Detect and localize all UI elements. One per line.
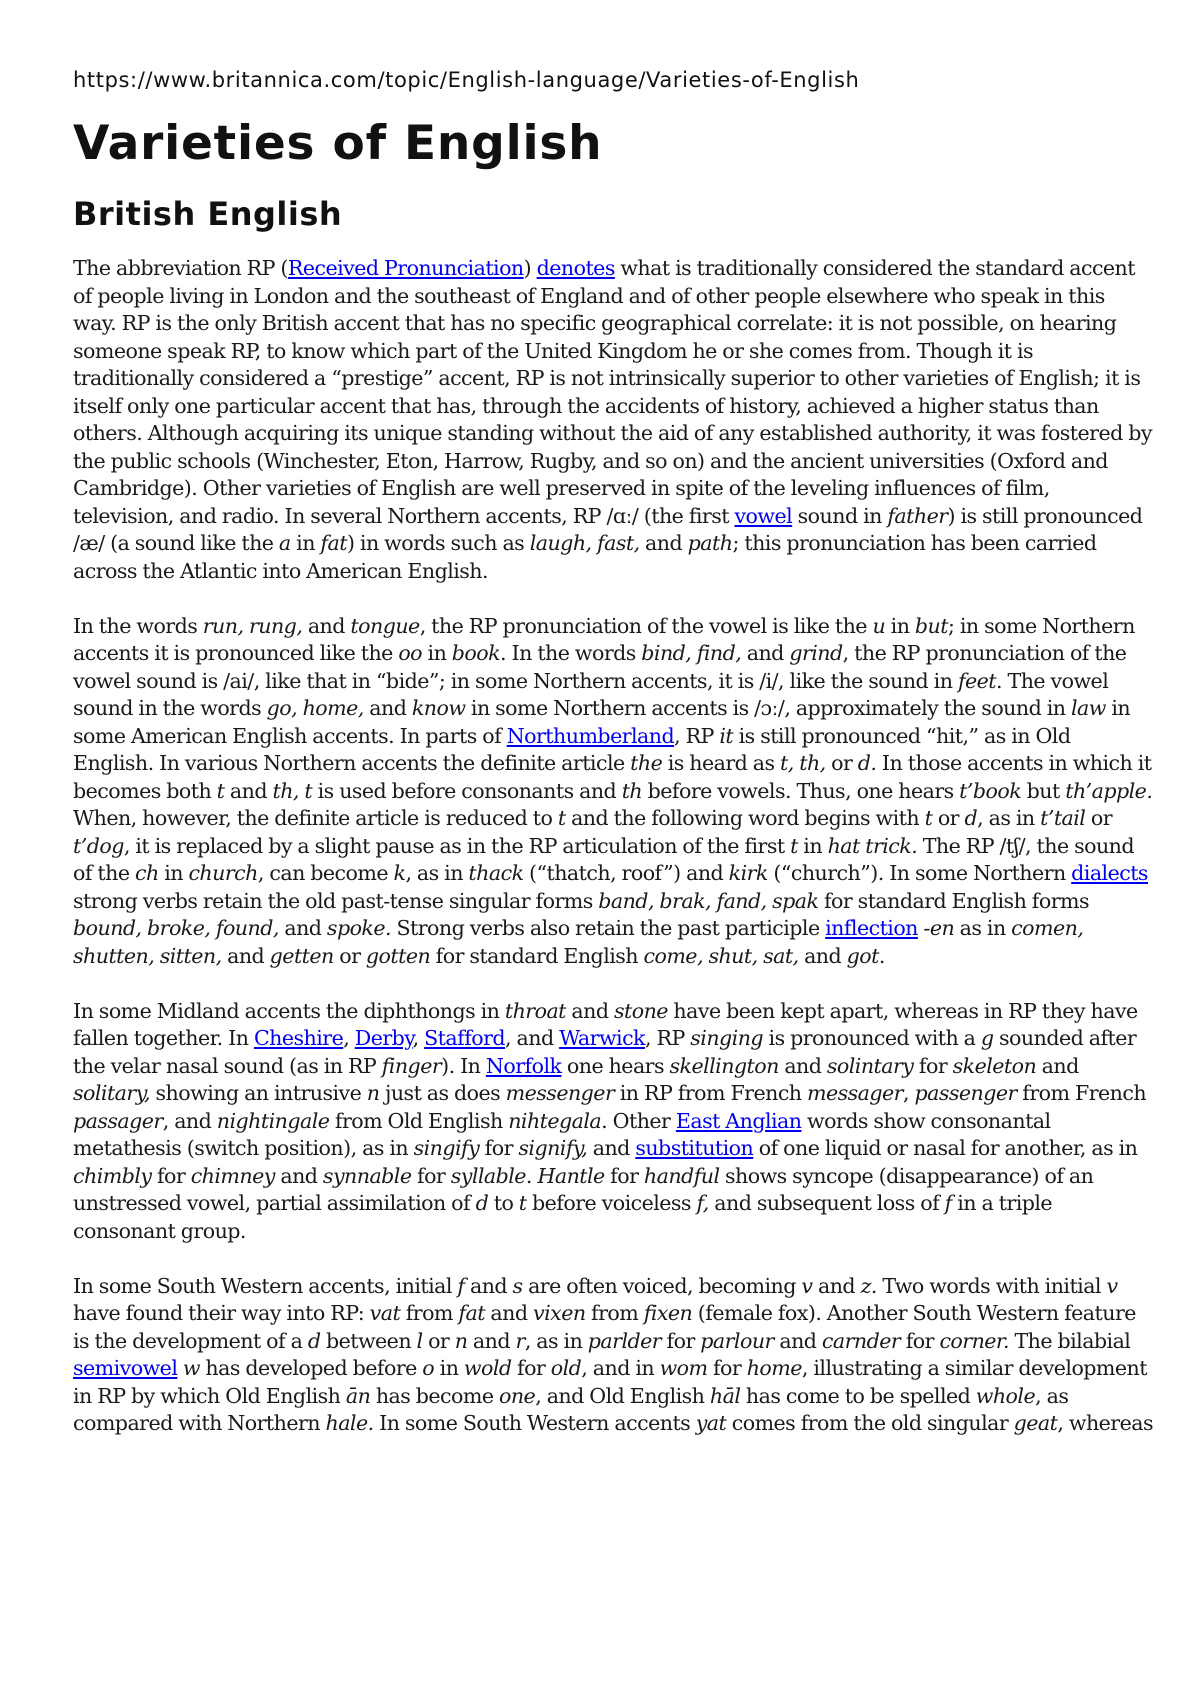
italic-term: signify, xyxy=(518,1136,588,1160)
text-run: are often voiced, becoming xyxy=(522,1273,802,1298)
text-run: or xyxy=(825,751,858,775)
inline-link[interactable]: Cheshire xyxy=(253,1026,344,1050)
text-run: strong verbs retain the old past-tense singular forms xyxy=(73,888,599,913)
italic-term: whole xyxy=(975,1383,1036,1408)
text-run: and xyxy=(363,696,412,720)
italic-term: yat xyxy=(695,1411,727,1435)
text-run: , as compared with Northern xyxy=(73,1383,1069,1435)
text-run: and xyxy=(484,1301,534,1325)
text-run: ) xyxy=(523,256,537,280)
text-run: or xyxy=(333,943,366,968)
italic-term: th, t xyxy=(272,778,313,803)
italic-term: th’apple. xyxy=(1065,778,1153,803)
text-run: ) is still pronounced /æ/ (a sound like the xyxy=(73,503,1143,555)
text-run: for xyxy=(707,1356,747,1380)
text-run: in xyxy=(290,531,321,555)
italic-term: tongue xyxy=(350,613,420,638)
paragraph xyxy=(73,1273,1153,1438)
text-run: When, however, the definite article is reduced to xyxy=(73,806,558,830)
text-run: one hears xyxy=(561,1053,670,1078)
italic-term: a xyxy=(278,531,291,555)
text-run: and xyxy=(221,943,270,968)
text-run: . In the words xyxy=(500,641,642,665)
italic-term: messenger xyxy=(505,1081,615,1105)
italic-term: singify xyxy=(413,1136,480,1160)
text-run: as in xyxy=(954,916,1012,940)
inline-link[interactable]: denotes xyxy=(536,256,615,280)
text-run: , the RP pronunciation of the vowel is like the xyxy=(419,613,873,638)
text-run: In some South Western accents, initial xyxy=(73,1273,458,1298)
italic-term: singing xyxy=(690,1026,764,1050)
italic-term: f xyxy=(944,1191,952,1215)
text-run: . Other xyxy=(601,1108,676,1133)
italic-term: comen, shutten, sitten, xyxy=(73,916,1084,968)
italic-term: bound, broke, found, xyxy=(73,916,279,940)
text-run: The RP /tʃ/, the sound of the xyxy=(73,833,1135,885)
inline-link[interactable]: Received Pronunciation xyxy=(287,256,524,280)
text-run: ; this pronunciation has been carried across the Atlantic into American English. xyxy=(73,531,1097,583)
italic-term: ch xyxy=(135,861,159,885)
text-run: for xyxy=(411,1163,451,1188)
text-run: (female fox). Another South Western feature is the development of a xyxy=(73,1301,1136,1353)
text-run: and xyxy=(587,1136,636,1160)
italic-term: book xyxy=(451,641,501,665)
italic-term: l xyxy=(416,1328,423,1353)
italic-term: home xyxy=(746,1356,802,1380)
italic-term: finger xyxy=(381,1053,442,1078)
italic-term: nightingale xyxy=(216,1108,330,1133)
text-run: In some South Western accents xyxy=(373,1411,696,1435)
text-run: in xyxy=(158,861,189,885)
italic-term: got xyxy=(846,943,879,968)
italic-term: t xyxy=(557,806,566,830)
inline-link[interactable]: dialects xyxy=(1071,861,1148,885)
italic-term: v xyxy=(1106,1273,1118,1298)
text-run: or xyxy=(1085,806,1112,830)
text-run: for xyxy=(900,1328,940,1353)
italic-term: path xyxy=(687,531,733,555)
text-run: , the RP pronunciation of the vowel sound is /ai/, like that in “bide”; in some Northern accents, it is /i/, like the sound in xyxy=(73,641,1127,693)
article-body xyxy=(73,255,1153,1438)
text-run: for xyxy=(511,1356,551,1380)
text-run: and xyxy=(302,613,351,638)
text-run: (“church”). In some Northern xyxy=(767,861,1072,885)
text-run: sound in xyxy=(792,503,888,528)
italic-term: d xyxy=(964,806,978,830)
italic-term: -en xyxy=(923,916,955,940)
text-run: , RP xyxy=(645,1026,691,1050)
text-run: and xyxy=(464,1273,513,1298)
italic-term: Hantle xyxy=(537,1163,605,1188)
inline-link[interactable]: inflection xyxy=(825,916,918,940)
inline-link[interactable]: Northumberland xyxy=(506,723,675,748)
text-run: ) in words such as xyxy=(346,531,530,555)
italic-term: hale. xyxy=(325,1411,374,1435)
text-run: shows syncope (disappearance) of an unstressed vowel, partial assimilation of xyxy=(73,1163,1094,1215)
text-run: ; in some Northern accents it is pronounced like the xyxy=(73,613,1135,665)
text-run: , xyxy=(343,1026,355,1050)
text-run: have been kept apart, whereas in RP they have fallen together. In xyxy=(73,998,1138,1050)
italic-term: skellington xyxy=(669,1053,779,1078)
italic-term: band, brak, fand, spak xyxy=(598,888,819,913)
text-run: and xyxy=(274,1163,323,1188)
italic-term: o xyxy=(422,1356,435,1380)
italic-term: w xyxy=(182,1356,200,1380)
text-run: , it is replaced by a slight pause as in the RP articulation of the first xyxy=(123,833,791,858)
paragraph xyxy=(73,613,1153,971)
italic-term: t’dog xyxy=(73,833,124,858)
text-run: , and xyxy=(505,1026,560,1050)
text-run: in xyxy=(422,641,452,665)
italic-term: parlour xyxy=(700,1328,774,1353)
italic-term: ān xyxy=(345,1383,371,1408)
text-run: in some Northern accents is /ɔː/, approximately the sound in xyxy=(465,696,1071,720)
italic-term: kirk xyxy=(728,861,768,885)
italic-term: handful xyxy=(643,1163,720,1188)
italic-term: feet xyxy=(957,668,997,693)
text-run: comes from the old singular xyxy=(726,1411,1014,1435)
text-run: has developed before xyxy=(199,1356,423,1380)
italic-term: t xyxy=(518,1191,527,1215)
text-run: for xyxy=(479,1136,519,1160)
text-run: what is traditionally considered the standard accent of people living in London and the southeast of England and of other people elsewhere who speak in this way. RP is the only British accent that has no specific geographical correlate: it is not possible, on hearing someone speak RP, to know which part of the United Kingdom he or she comes from. Though it is traditionally considered a “prestige” accent, RP is not intrinsically superior to other varieties of English; it is itself only one particular accent that has, through the accidents of history, achieved a higher status than others. Although acquiring its unique standing without the aid of any established authority, it was fostered by the public schools (Winchester, Eton, Harrow, Rugby, and so on) and the ancient universities (Oxford and Cambridge). Other varieties of English are well preserved in spite of the leveling influences of film, television, and radio. In several Northern accents, RP /ɑː/ (the first xyxy=(73,256,1152,528)
inline-link[interactable]: Norfolk xyxy=(485,1053,562,1078)
text-run: , and in xyxy=(581,1356,660,1380)
text-run: and xyxy=(639,531,688,555)
italic-term: t’book xyxy=(959,778,1022,803)
italic-term: d. xyxy=(857,751,877,775)
italic-term: come, shut, sat, xyxy=(643,943,799,968)
italic-term: passager xyxy=(73,1108,163,1133)
italic-term: t xyxy=(790,833,798,858)
text-run: sounded after the velar nasal sound (as in RP xyxy=(73,1026,1137,1078)
text-run: is pronounced with a xyxy=(763,1026,981,1050)
text-run: before voiceless xyxy=(526,1191,697,1215)
italic-term: n xyxy=(366,1081,380,1105)
text-run: for standard English xyxy=(430,943,644,968)
text-run: in a triple consonant group. xyxy=(73,1191,1053,1243)
italic-term: s xyxy=(512,1273,523,1298)
italic-term: r xyxy=(515,1328,525,1353)
text-run: for xyxy=(661,1328,701,1353)
text-run: and xyxy=(778,1053,827,1078)
italic-term: old xyxy=(550,1356,582,1380)
italic-term: skeleton xyxy=(952,1053,1037,1078)
text-run: for xyxy=(913,1053,953,1078)
text-run: and the following word begins with xyxy=(565,806,925,830)
inline-link[interactable]: East Anglian xyxy=(675,1108,802,1133)
italic-term: passenger xyxy=(914,1081,1017,1105)
text-run: and xyxy=(812,1273,861,1298)
text-run: In those accents in which it becomes both xyxy=(73,751,1152,803)
italic-term: u xyxy=(872,613,886,638)
italic-term: stone xyxy=(613,998,668,1023)
italic-term: t, th, xyxy=(780,751,826,775)
text-run: , xyxy=(902,1081,915,1105)
italic-term: laugh, fast, xyxy=(529,531,640,555)
italic-term: vixen xyxy=(533,1301,586,1325)
inline-link[interactable]: semivowel xyxy=(73,1356,178,1380)
text-run: and xyxy=(565,998,614,1023)
italic-term: thack xyxy=(468,861,524,885)
italic-term: f xyxy=(457,1273,465,1298)
text-run: is still pronounced “hit,” as in Old English. In various Northern accents the definite article xyxy=(73,723,1071,775)
italic-term: go, home, xyxy=(266,696,364,720)
text-run: , as in xyxy=(977,806,1041,830)
text-run: ). In xyxy=(441,1053,486,1078)
italic-term: law xyxy=(1070,696,1106,720)
italic-term: parlder xyxy=(587,1328,662,1353)
text-run: in some American English accents. In parts of xyxy=(73,696,1131,748)
italic-term: hat trick. xyxy=(827,833,918,858)
text-run: , and xyxy=(162,1108,217,1133)
text-run: and xyxy=(798,943,847,968)
text-run: In the words xyxy=(73,613,203,638)
italic-term: solintary xyxy=(826,1053,914,1078)
italic-term: geat xyxy=(1013,1411,1058,1435)
text-run: and xyxy=(741,641,790,665)
italic-term: f, xyxy=(696,1191,709,1215)
text-run: for xyxy=(151,1163,191,1188)
text-run: showing an intrusive xyxy=(150,1081,367,1105)
text-run: is used before consonants and xyxy=(312,778,622,803)
text-run: Strong verbs also retain the past participle xyxy=(390,916,826,940)
italic-term: it xyxy=(719,723,734,748)
italic-term: t’tail xyxy=(1040,806,1086,830)
text-run: , xyxy=(412,1026,425,1050)
text-run: before vowels. Thus, one hears xyxy=(642,778,960,803)
text-run: from French xyxy=(1016,1081,1147,1105)
italic-term: fat xyxy=(320,531,347,555)
italic-term: gotten xyxy=(365,943,431,968)
page-title: Varieties of English xyxy=(73,116,603,171)
italic-term: solitary, xyxy=(73,1081,151,1105)
italic-term: wold xyxy=(463,1356,512,1380)
text-run: has come to be spelled xyxy=(740,1383,976,1408)
text-run: and subsequent loss of xyxy=(708,1191,945,1215)
italic-term: nihtegala xyxy=(508,1108,602,1133)
inline-link[interactable]: Derby xyxy=(354,1026,413,1050)
italic-term: d xyxy=(307,1328,321,1353)
text-run: but xyxy=(1021,778,1066,803)
text-run: from xyxy=(585,1301,644,1325)
text-run: of one liquid or nasal for another, as in xyxy=(753,1136,1138,1160)
text-run: . xyxy=(878,943,885,968)
text-run: in xyxy=(885,613,915,638)
italic-term: but xyxy=(914,613,948,638)
italic-term: spoke. xyxy=(326,916,391,940)
text-run: just as does xyxy=(379,1081,506,1105)
text-run: and xyxy=(1036,1053,1079,1078)
italic-term: the xyxy=(630,751,663,775)
text-run: , as in xyxy=(405,861,469,885)
italic-term: grind xyxy=(789,641,843,665)
italic-term: hāl xyxy=(709,1383,741,1408)
text-run: or xyxy=(422,1328,455,1353)
italic-term: one xyxy=(499,1383,536,1408)
italic-term: n xyxy=(454,1328,468,1353)
text-run: The bilabial xyxy=(1008,1328,1131,1353)
italic-term: z. xyxy=(860,1273,877,1298)
inline-link[interactable]: Warwick xyxy=(559,1026,645,1050)
italic-term: fixen xyxy=(643,1301,693,1325)
text-run: The abbreviation RP ( xyxy=(73,256,288,280)
italic-term: th xyxy=(621,778,643,803)
italic-term: father xyxy=(887,503,948,528)
page-url: https://www.britannica.com/topic/English-language/Varieties-of-English xyxy=(73,68,860,92)
inline-link[interactable]: substitution xyxy=(635,1136,754,1160)
text-run: from xyxy=(400,1301,459,1325)
italic-term: chimbly xyxy=(73,1163,152,1188)
text-run: , whereas xyxy=(1057,1411,1153,1435)
italic-term: getten xyxy=(269,943,334,968)
text-run: , as in xyxy=(524,1328,588,1353)
text-run: or xyxy=(932,806,965,830)
italic-term: t xyxy=(216,778,225,803)
text-run: for xyxy=(604,1163,644,1188)
inline-link[interactable]: Stafford xyxy=(424,1026,506,1050)
italic-term: v xyxy=(801,1273,813,1298)
text-run: has become xyxy=(370,1383,499,1408)
text-run: . The vowel sound in the words xyxy=(73,668,1109,720)
text-run: words show consonantal metathesis (switch position), as in xyxy=(73,1108,1051,1160)
text-run: and xyxy=(224,778,273,803)
text-run: , RP xyxy=(674,723,720,748)
italic-term: vat xyxy=(369,1301,401,1325)
text-run: between xyxy=(320,1328,417,1353)
italic-term: g xyxy=(980,1026,994,1050)
italic-term: run, rung, xyxy=(202,613,303,638)
italic-term: carnder xyxy=(821,1328,901,1353)
italic-term: t xyxy=(924,806,933,830)
text-run: for standard English forms xyxy=(818,888,1089,913)
italic-term: know xyxy=(411,696,466,720)
text-run: and xyxy=(467,1328,516,1353)
text-run: In some Midland accents the diphthongs in xyxy=(73,998,505,1023)
paragraph xyxy=(73,998,1153,1246)
italic-term: bind, find, xyxy=(641,641,742,665)
text-run: and xyxy=(278,916,327,940)
italic-term: k xyxy=(393,861,406,885)
text-run: from Old English xyxy=(329,1108,509,1133)
text-run: Two words with initial xyxy=(876,1273,1107,1298)
text-run: (“thatch, roof”) and xyxy=(523,861,729,885)
text-run: in xyxy=(797,833,828,858)
text-run: , and Old English xyxy=(535,1383,710,1408)
italic-term: synnable xyxy=(322,1163,412,1188)
italic-term: throat xyxy=(504,998,566,1023)
text-run: is heard as xyxy=(662,751,780,775)
text-run: to xyxy=(488,1191,519,1215)
italic-term: syllable. xyxy=(450,1163,532,1188)
section-heading: British English xyxy=(73,195,343,233)
document-page xyxy=(73,68,1153,1465)
text-run: in xyxy=(434,1356,464,1380)
text-run: , can become xyxy=(257,861,394,885)
inline-link[interactable]: vowel xyxy=(734,503,793,528)
text-run: have found their way into RP: xyxy=(73,1301,370,1325)
italic-term: corner. xyxy=(939,1328,1009,1353)
italic-term: wom xyxy=(659,1356,708,1380)
text-run: and xyxy=(773,1328,822,1353)
italic-term: chimney xyxy=(190,1163,275,1188)
text-run: , illustrating a similar development in RP by which Old English xyxy=(73,1356,1147,1408)
italic-term: fat xyxy=(458,1301,485,1325)
italic-term: oo xyxy=(398,641,423,665)
italic-term: d xyxy=(475,1191,489,1215)
italic-term: messager xyxy=(807,1081,903,1105)
italic-term: church xyxy=(188,861,258,885)
paragraph xyxy=(73,255,1153,585)
text-run: in RP from French xyxy=(614,1081,808,1105)
